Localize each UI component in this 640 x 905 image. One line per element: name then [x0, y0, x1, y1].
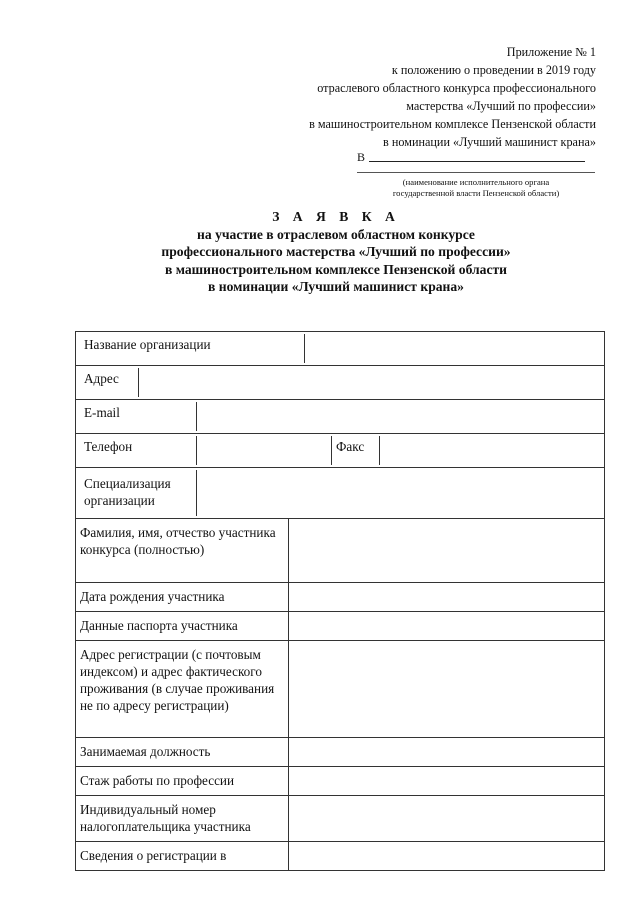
position-label: Занимаемая должность	[76, 738, 289, 767]
appendix-line: к положению о проведении в 2019 году	[391, 63, 596, 77]
birth-date-field[interactable]	[289, 583, 605, 612]
full-name-label: Фамилия, имя, отчество участника конкурса (полностью)	[76, 519, 289, 583]
table-row	[76, 612, 605, 641]
passport-label: Данные паспорта участника	[76, 612, 289, 641]
org-name-label: Название организации	[80, 334, 305, 363]
addressee-field	[357, 150, 365, 165]
appendix-block	[256, 43, 596, 151]
registration-field[interactable]	[289, 842, 605, 871]
table-row	[76, 738, 605, 767]
table-row	[76, 400, 605, 434]
table-row	[76, 796, 605, 842]
appendix-line: отраслевого областного конкурса профессионального	[317, 81, 596, 95]
experience-field[interactable]	[289, 767, 605, 796]
application-form-table	[75, 331, 605, 871]
address-field[interactable]	[139, 368, 600, 397]
addressee-caption	[357, 177, 595, 199]
table-row	[76, 519, 605, 583]
document-title	[0, 208, 640, 296]
table-row	[76, 468, 605, 519]
experience-label: Стаж работы по профессии	[76, 767, 289, 796]
appendix-line: Приложение № 1	[506, 45, 596, 59]
specialization-field[interactable]	[197, 470, 600, 516]
table-row	[76, 366, 605, 400]
email-field[interactable]	[197, 402, 600, 431]
appendix-line: в номинации «Лучший машинист крана»	[383, 135, 596, 149]
address-row	[76, 366, 605, 400]
title-line: на участие в отраслевом областном конкурсе	[197, 226, 475, 242]
org-name-field[interactable]	[305, 334, 600, 363]
passport-field[interactable]	[289, 612, 605, 641]
table-row	[76, 767, 605, 796]
phone-field[interactable]	[197, 436, 332, 465]
inn-label: Индивидуальный номер налогоплательщика участника	[76, 796, 289, 842]
inn-field[interactable]	[289, 796, 605, 842]
reg-address-label: Адрес регистрации (с почтовым индексом) и адрес фактического проживания (в случае проживания не по адресу регистрации)	[76, 641, 289, 738]
full-name-field[interactable]	[289, 519, 605, 583]
email-label: E-mail	[80, 402, 197, 431]
address-label: Адрес	[80, 368, 139, 397]
title-line: профессионального мастерства «Лучший по профессии»	[161, 244, 511, 259]
specialization-row	[76, 468, 605, 519]
addressee-blank-line[interactable]	[369, 161, 585, 162]
phone-fax-row	[76, 434, 605, 468]
table-row	[76, 434, 605, 468]
addressee-caption-line: (наименование исполнительного органа	[402, 177, 550, 187]
title-line: в машиностроительном комплексе Пензенской области	[164, 261, 508, 277]
position-field[interactable]	[289, 738, 605, 767]
fax-field[interactable]	[380, 436, 600, 465]
specialization-label: Специализация организации	[80, 470, 197, 516]
table-row	[76, 332, 605, 366]
phone-label: Телефон	[80, 436, 197, 465]
appendix-line: в машиностроительном комплексе Пензенской области	[309, 117, 596, 131]
fax-label: Факс	[332, 436, 380, 465]
reg-address-field[interactable]	[289, 641, 605, 738]
title-heading: З А Я В К А	[272, 209, 400, 224]
addressee-caption-line: государственной власти Пензенской области)	[392, 188, 560, 198]
org-divider-line	[357, 172, 595, 173]
addressee-prefix: В	[357, 150, 366, 164]
table-row	[76, 583, 605, 612]
registration-label: Сведения о регистрации в	[76, 842, 289, 871]
birth-date-label: Дата рождения участника	[76, 583, 289, 612]
email-row	[76, 400, 605, 434]
org-name-row	[76, 332, 605, 366]
appendix-line: мастерства «Лучший по профессии»	[406, 99, 596, 113]
title-line: в номинации «Лучший машинист крана»	[208, 279, 464, 294]
table-row	[76, 641, 605, 738]
table-row	[76, 842, 605, 871]
